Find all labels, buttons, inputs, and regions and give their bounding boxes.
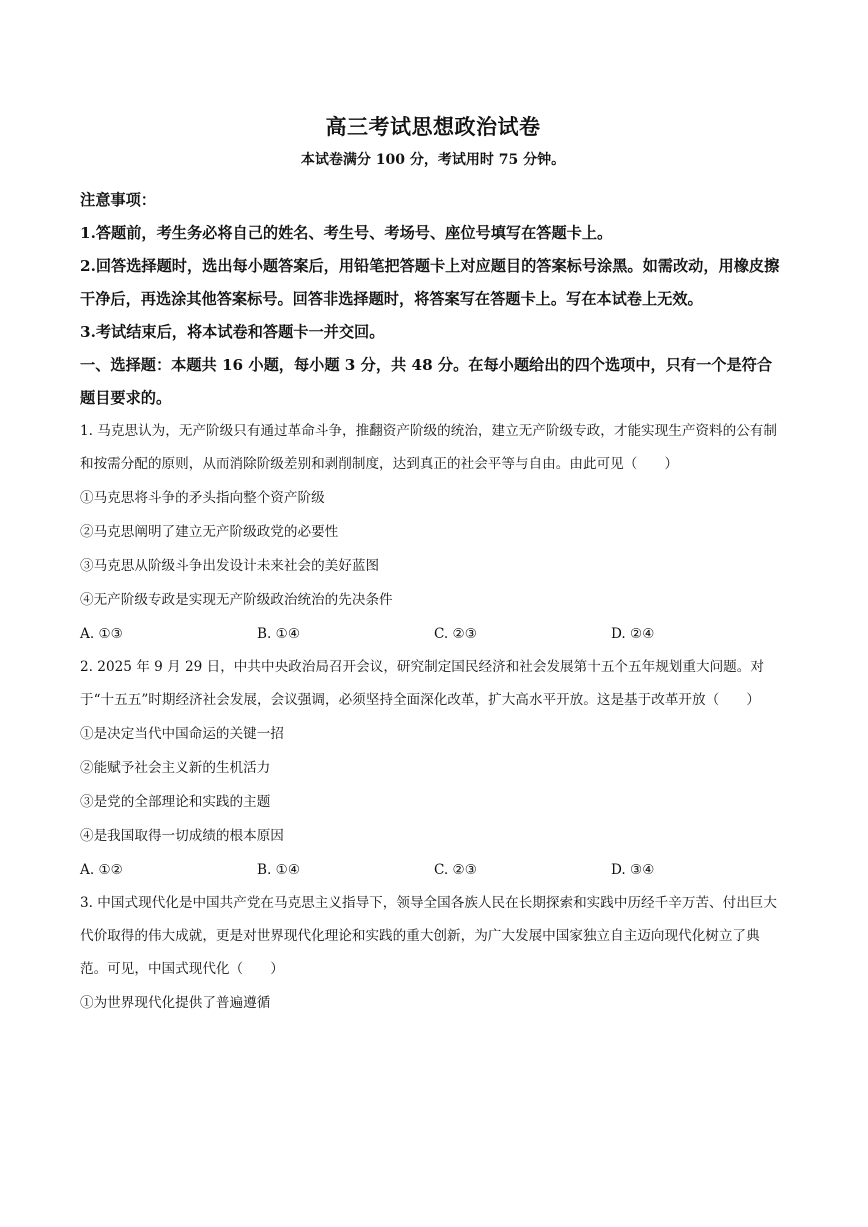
notice-heading: 注意事项：: [80, 191, 156, 209]
choice-c: C. ②③: [434, 862, 477, 878]
answer-choices: [80, 853, 786, 887]
section-heading: 一、选择题：本题共 16 小题，每小题 3 分，共 48 分。在每小题给出的四个选项中，只有一个是符合题目要求的。: [80, 356, 773, 407]
choice-a: A. ①③: [80, 626, 123, 642]
answer-choices: [80, 617, 786, 651]
choice-a: A. ①②: [80, 862, 123, 878]
choice-d: D. ③④: [611, 862, 655, 878]
statement-option: ②马克思阐明了建立无产阶级政党的必要性: [80, 524, 339, 540]
statement-option: ①马克思将斗争的矛头指向整个资产阶级: [80, 490, 325, 506]
statement-option: ④无产阶级专政是实现无产阶级政治统治的先决条件: [80, 592, 393, 608]
question-stem: 3. 中国式现代化是中国共产党在马克思主义指导下，领导全国各族人民在长期探索和实践中历经千辛万苦、付出巨大代价取得的伟大成就，更是对世界现代化理论和实践的重大创新，为广大发展中国家独立自主迈向现代化树立了典范。可见，中国式现代化（ ）: [80, 895, 777, 977]
question-stem: 2. 2025 年 9 月 29 日，中共中央政治局召开会议，研究制定国民经济和社会发展第十五个五年规划重大问题。对于“十五五”时期经济社会发展，会议强调，必须坚持全面深化改革，扩大高水平开放。这是基于改革开放（ ）: [80, 659, 764, 708]
statement-option: ①为世界现代化提供了普遍遵循: [80, 995, 271, 1011]
page-title: 高三考试思想政治试卷: [325, 114, 541, 139]
statement-option: ②能赋予社会主义新的生机活力: [80, 760, 271, 776]
question-3: [80, 887, 786, 1020]
question-stem: 1. 马克思认为，无产阶级只有通过革命斗争，推翻资产阶级的统治，建立无产阶级专政，才能实现生产资料的公有制和按需分配的原则，从而消除阶级差别和剥削制度，达到真正的社会平等与自由。由此可见（ ）: [80, 423, 777, 472]
statement-option: ③马克思从阶级斗争出发设计未来社会的美好蓝图: [80, 558, 380, 574]
statement-option: ③是党的全部理论和实践的主题: [80, 794, 271, 810]
notice-item: 3.考试结束后，将本试卷和答题卡一并交回。: [80, 323, 385, 341]
notice-item: 1.答题前，考生务必将自己的姓名、考生号、考场号、座位号填写在答题卡上。: [80, 224, 613, 242]
notice-item: 2.回答选择题时，选出每小题答案后，用铅笔把答题卡上对应题目的答案标号涂黑。如需改动，用橡皮擦干净后，再选涂其他答案标号。回答非选择题时，将答案写在答题卡上。写在本试卷上无效。: [80, 257, 780, 308]
question-2: [80, 651, 786, 887]
statement-option: ①是决定当代中国命运的关键一招: [80, 726, 284, 742]
page-subtitle: 本试卷满分 100 分，考试用时 75 分钟。: [300, 152, 566, 168]
choice-d: D. ②④: [611, 626, 655, 642]
choice-c: C. ②③: [434, 626, 477, 642]
statement-option: ④是我国取得一切成绩的根本原因: [80, 828, 284, 844]
choice-b: B. ①④: [257, 862, 301, 878]
question-1: [80, 415, 786, 651]
choice-b: B. ①④: [257, 626, 301, 642]
